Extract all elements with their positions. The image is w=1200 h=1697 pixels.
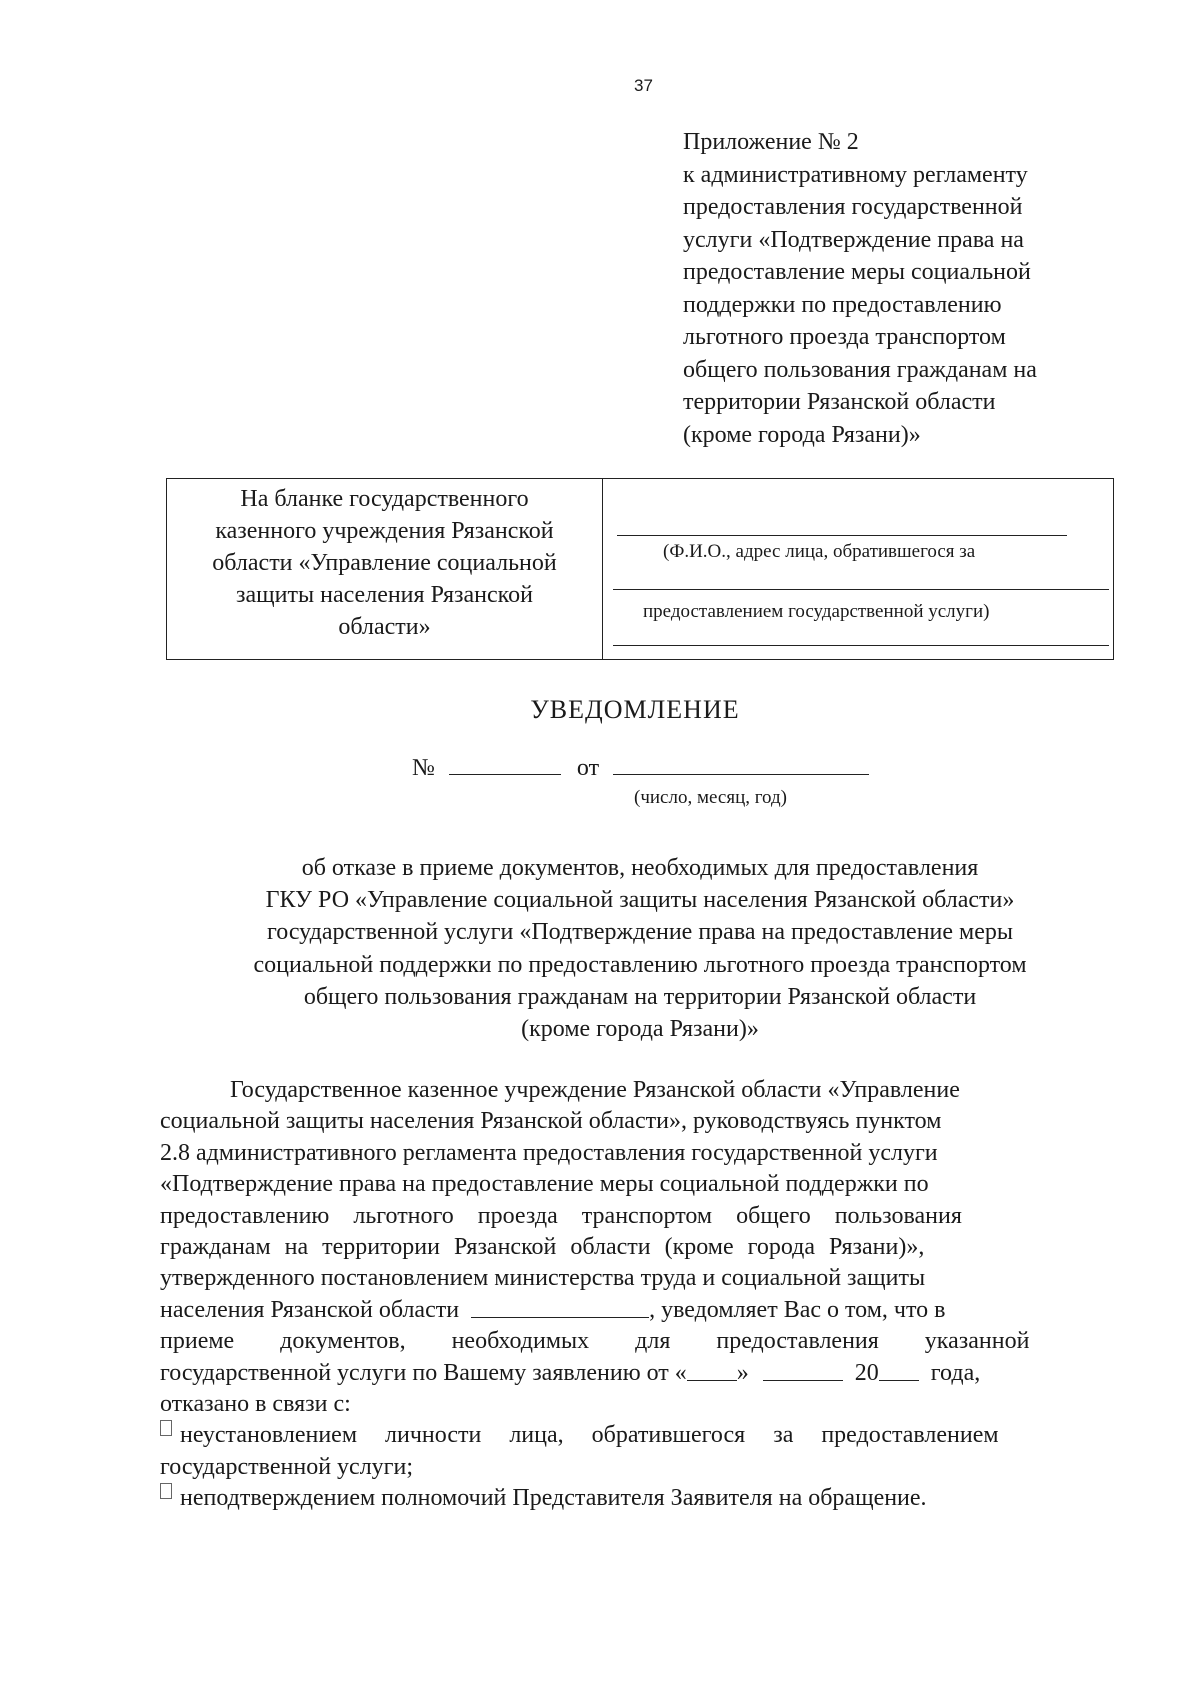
- letterhead-cell: [167, 479, 603, 659]
- body-text-fragment: »: [736, 1359, 749, 1386]
- body-text-fragment: 20: [854, 1359, 879, 1386]
- year-field[interactable]: [879, 1358, 919, 1381]
- checkbox-icon[interactable]: [160, 1483, 172, 1499]
- body-text-fragment: государственной услуги по Вашему заявлению от «: [160, 1359, 687, 1386]
- body-text-fragment: года,: [930, 1359, 981, 1386]
- appendix-line: льготного проезда транспортом: [683, 324, 1006, 350]
- body-line: Государственное казенное учреждение Рязанской области «Управление: [230, 1077, 960, 1103]
- body-text-fragment: , уведомляет Вас о том, что в: [649, 1296, 946, 1323]
- checkbox-icon[interactable]: [160, 1420, 172, 1436]
- option-line: [160, 1483, 1105, 1514]
- subject-line: ГКУ РО «Управление социальной защиты населения Рязанской области»: [265, 887, 1015, 914]
- date-field[interactable]: [613, 752, 869, 775]
- notice-number-line: [412, 752, 869, 782]
- notice-subject: [160, 852, 1120, 1045]
- notice-body: [160, 1075, 1105, 1515]
- day-field[interactable]: [687, 1358, 737, 1381]
- appendix-line: услуги «Подтверждение права на: [683, 226, 1024, 253]
- body-line: предоставлению льготного проезда транспортом общего пользования: [160, 1202, 962, 1229]
- option-text: неподтверждением полномочий Представителя Заявителя на обращение.: [180, 1485, 927, 1512]
- recipient-fill-line: [617, 535, 1067, 536]
- letterhead-line: области «Управление социальной: [212, 550, 557, 576]
- appendix-line: к административному регламенту: [683, 161, 1028, 188]
- notice-title: УВЕДОМЛЕНИЕ: [530, 695, 740, 724]
- letterhead-line: области»: [338, 614, 431, 640]
- subject-line: (кроме города Рязани)»: [521, 1016, 759, 1043]
- subject-line: общего пользования гражданам на территории Рязанской области: [303, 983, 977, 1010]
- appendix-header: [683, 126, 1153, 451]
- recipient-caption: предоставлением государственной услуги): [643, 601, 990, 622]
- subject-line: об отказе в приеме документов, необходимых для предоставления: [301, 855, 979, 881]
- recipient-fill-line: [613, 589, 1109, 590]
- body-line: гражданам на территории Рязанской области (кроме города Рязани)»,: [160, 1234, 925, 1261]
- body-line: социальной защиты населения Рязанской области», руководствуясь пунктом: [160, 1108, 942, 1135]
- appendix-line: поддержки по предоставлению: [683, 291, 1002, 318]
- subject-line: государственной услуги «Подтверждение права на предоставление меры: [266, 919, 1013, 946]
- body-line: утвержденного постановлением министерства труда и социальной защиты: [160, 1265, 926, 1292]
- appendix-line: (кроме города Рязани)»: [683, 421, 921, 448]
- appendix-line: общего пользования гражданам на: [683, 356, 1037, 383]
- appendix-line: предоставление меры социальной: [683, 259, 1031, 285]
- letterhead-line: казенного учреждения Рязанской: [215, 518, 554, 544]
- decree-field[interactable]: [471, 1295, 649, 1318]
- date-hint: (число, месяц, год): [634, 787, 788, 808]
- number-sign: №: [412, 755, 435, 781]
- body-line: 2.8 административного регламента предоставления государственной услуги: [160, 1139, 938, 1166]
- recipient-fill-line: [613, 645, 1109, 646]
- letterhead-table: [166, 478, 1114, 660]
- body-line: приеме документов, необходимых для предоставления указанной: [160, 1328, 1030, 1355]
- appendix-line: территории Рязанской области: [683, 389, 996, 415]
- body-line: [160, 1358, 1105, 1389]
- letterhead-line: защиты населения Рязанской: [236, 582, 533, 608]
- option-text: неустановлением личности лица, обратившегося за предоставлением: [180, 1422, 999, 1449]
- option-line: [160, 1420, 1105, 1451]
- option-line: государственной услуги;: [160, 1453, 414, 1480]
- body-text-fragment: населения Рязанской области: [160, 1296, 460, 1323]
- body-line: [160, 1295, 1105, 1326]
- page-number: 37: [634, 76, 653, 95]
- subject-line: социальной поддержки по предоставлению льготного проезда транспортом: [253, 951, 1027, 978]
- body-line: «Подтверждение права на предоставление меры социальной поддержки по: [160, 1171, 929, 1198]
- date-word: от: [576, 755, 600, 781]
- body-line: отказано в связи с:: [160, 1391, 351, 1418]
- recipient-caption: (Ф.И.О., адрес лица, обратившегося за: [663, 541, 976, 562]
- appendix-line: Приложение № 2: [683, 129, 859, 155]
- month-field[interactable]: [763, 1358, 843, 1381]
- number-field[interactable]: [449, 752, 561, 775]
- appendix-line: предоставления государственной: [683, 194, 1023, 220]
- recipient-cell: [603, 479, 1113, 659]
- letterhead-line: На бланке государственного: [240, 486, 529, 512]
